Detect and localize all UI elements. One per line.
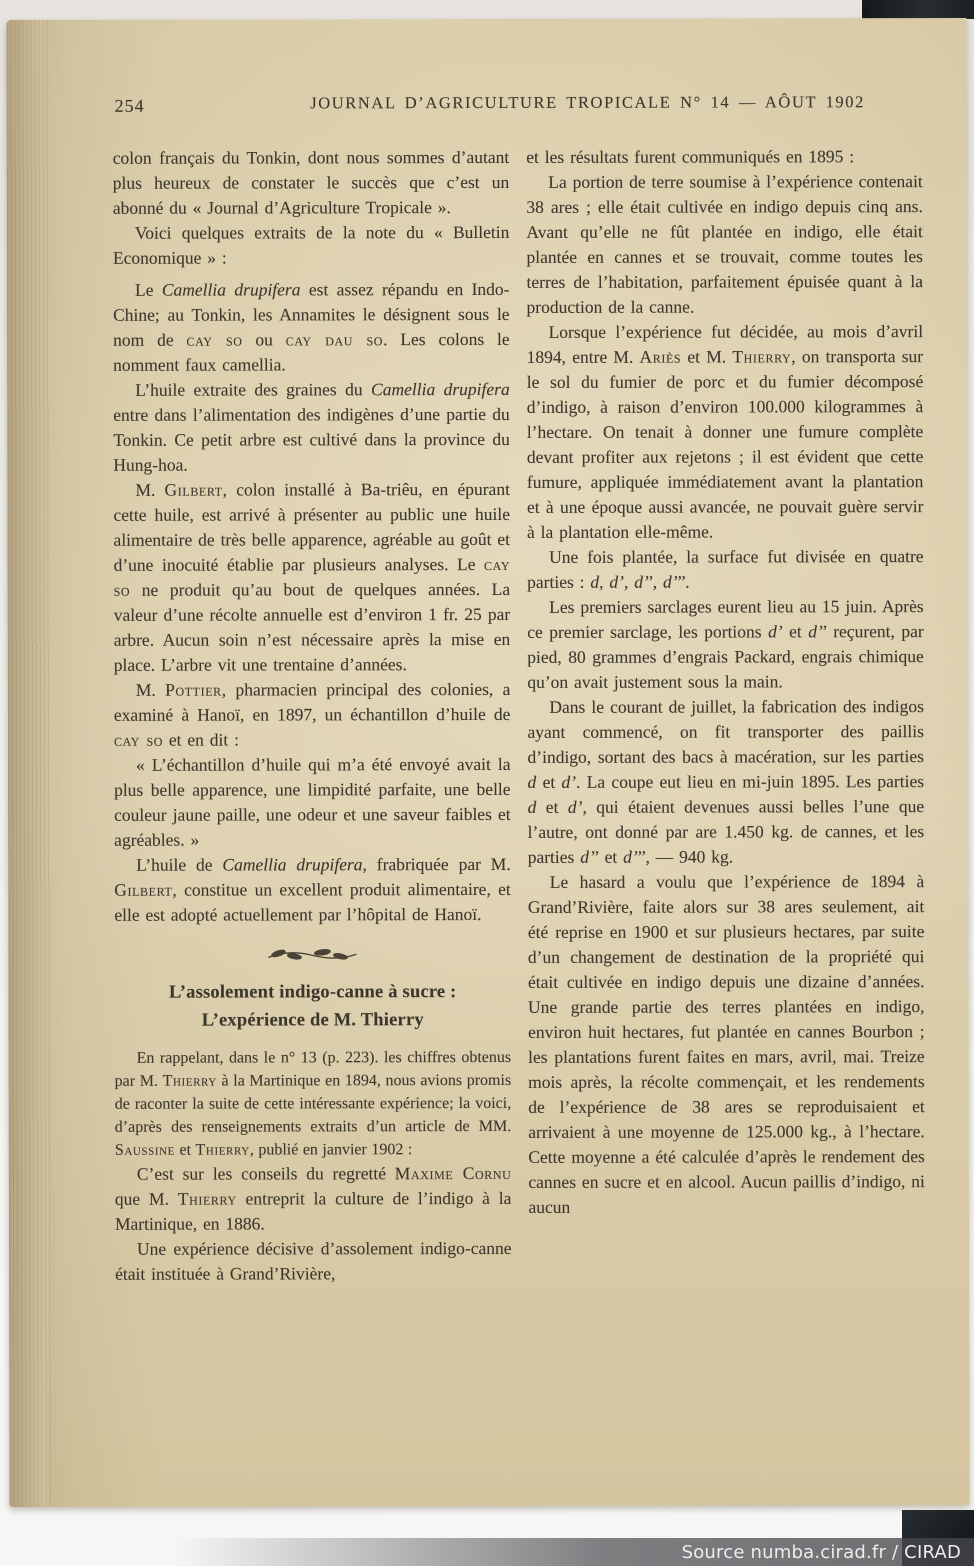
paragraph: Le hasard a voulu que l’expérience de 1894 à Grand’Rivière, faite alors sur 38 ares seulement, ait été reprise en 1900 et sur plusieurs hectares, par suite d’un changement de destination de la propriété qui était cultivée en indigo depuis une dizaine d’années. Une grande partie des terres plantées en indigo, environ huit hectares, fut plantée en cannes Bourbon ; les plantations furent faites en mars, avril, mai. Treize mois après, la récolte commençait, et les rendements de l’expérience de 38 ares se reproduisaient et arrivaient à une moyenne de 125.000 kg., à l’hectare. Cette moyenne a été calculée d’après le rendement des cannes en sucre et en alcool. Aucun paillis d’indigo, ni aucun [527,871,925,1217]
paragraph: C’est sur les conseils du regretté Maxime Cornu que M. Thierry entreprit la culture de l’indigo à la Martinique, en 1886. [114,1162,512,1234]
paragraph: L’huile extraite des graines du Camellia drupifera entre dans l’alimentation des indigènes d’une partie du Tonkin. Ce petit arbre est cultivé dans la province du Hung-hoa. [113,378,510,475]
paragraph: « L’échantillon d’huile qui m’a été envoyé avait la plus belle apparence, une limpidité parfaite, une belle couleur jaune paille, une odeur et une saveur faibles et agréables. » [114,753,511,850]
section-heading: L’assolement indigo-canne à sucre : L’expérience de M. Thierry [168,982,457,1031]
column-left [113,145,512,1287]
paragraph: En rappelant, dans le n° 13 (p. 223). les chiffres obtenus par M. Thierry à la Martinique en 1894, nous avions promis de raconter la suite de cette intéressante expérience; la voici, d’après des renseignements extraits d’un article de MM. Saussine et Thierry, publié en janvier 1902 : [114,1048,512,1159]
book-cover-corner-top [862,0,974,19]
fleuron-ornament-icon [114,944,511,965]
journal-title: JOURNAL D’AGRICULTURE TROPICALE N° 14 — AÔUT 1902 [310,92,865,113]
book-page [6,18,969,1507]
paragraph: La portion de terre soumise à l’expérience contenait 38 ares ; elle était cultivée en indigo depuis cinq ans. Avant qu’elle ne fût plantée en indigo, elle était plantée en cannes et se trouvait, comme toutes les terres de l’habitation, parfaitement épuisée quant à la production de la canne. [526,171,924,317]
paragraph: Dans le courant de juillet, la fabrication des indigos ayant commencé, on fit transporter des paillis d’indigo, sortant des bacs à macération, sur les parties d et d’. La coupe eut lieu en mi-juin 1895. Les parties d et d’, qui étaient devenues aussi belles l’une que l’autre, ont donné par are 1.450 kg. de cannes, et les parties d’’ et d’’’, — 940 kg. [527,696,925,867]
paragraph: Les premiers sarclages eurent lieu au 15 juin. Après ce premier sarclage, les portions d’ et d’’ reçurent, par pied, 80 grammes d’engrais Packard, engrais chimique qu’on avait justement sous la main. [527,596,924,692]
paragraph: L’huile de Camellia drupifera, frabriquée par M. Gilbert, constitue un excellent produit alimentaire, et elle est adopté actuellement par l’hôpital de Hanoï. [114,853,511,925]
paragraph: et les résultats furent communiqués en 1895 : [526,146,855,167]
paragraph: Une fois plantée, la surface fut divisée en quatre parties : d, d’, d’’, d’’’. [527,546,924,592]
paragraph: Lorsque l’expérience fut décidée, au mois d’avril 1894, entre M. Ariès et M. Thierry, on transporta sur le sol du fumier de porc et du fumier décomposé d’indigo, à raison d’environ 100.000 kilogrammes à l’hectare. On tenait à donner une fumure complète devant profiter aux rejetons ; il est évident que cette fumure, appliquée immédiatement avant la plantation et à une époque aussi avancée, ne pouvait guère servir à la plantation elle-même. [526,321,924,542]
paragraph: Une expérience décisive d’assolement indigo-canne était instituée à Grand’Rivière, [115,1237,512,1284]
paragraph: Voici quelques extraits de la note du « Bulletin Economique » : [112,221,510,268]
two-column-text [113,144,925,1287]
paragraph: colon français du Tonkin, dont nous sommes d’autant plus heureux de constater le succès que c’est un abonné du « Journal d’Agriculture Tropicale ». [112,146,510,218]
column-right [526,144,925,1286]
attribution-text: Source numba.cirad.fr / CIRAD [681,1541,961,1563]
paragraph: M. Pottier, pharmacien principal des colonies, a examiné à Hanoï, en 1897, un échantillon d’huile de cay so et en dit : [113,678,511,750]
page-number: 254 [114,95,145,116]
paragraph: M. Gilbert, colon installé à Ba-triêu, en épurant cette huile, est arrivé à présenter au public une huile alimentaire de très belle apparence, agréable au goût et d’une inocuité établie par plusieurs analyses. Le cay so ne produit qu’au bout de quelques années. La valeur d’une récolte annuelle est d’environ 1 fr. 25 par arbre. Aucun soin n’est nécessaire après la mise en place. L’arbre vit une trentaine d’années. [113,478,511,675]
attribution-bar [0,1538,974,1566]
paragraph: Le Camellia drupifera est assez répandu en Indo-Chine; au Tonkin, les Annamites le désignent sous le nom de cay so ou cay dau so. Les colons le nomment faux camellia. [113,278,510,375]
page-header [113,92,923,118]
page-content [6,18,969,1507]
